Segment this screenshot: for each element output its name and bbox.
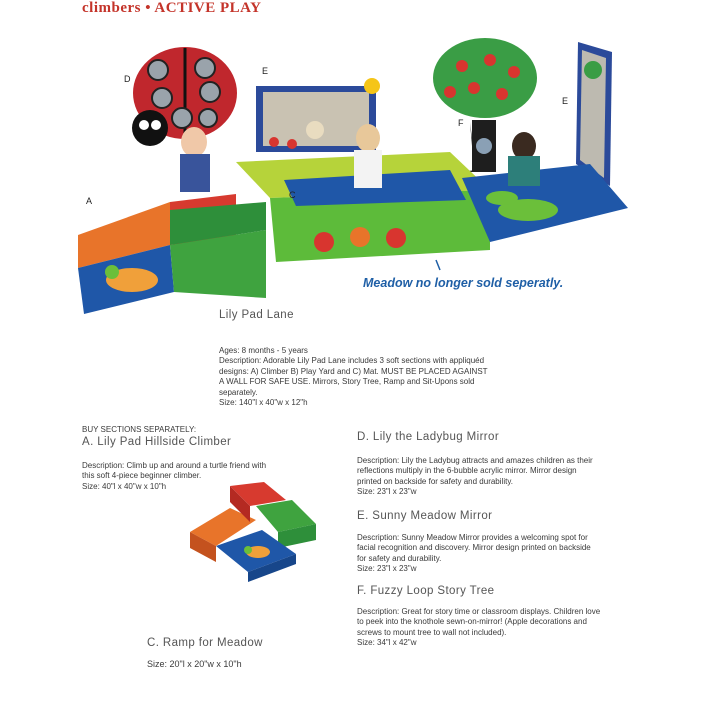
hillside-climber-illustration (186, 478, 322, 584)
catalog-header: climbers • ACTIVE PLAY (82, 0, 262, 16)
label-c: C (289, 190, 296, 200)
section-f-title: F. Fuzzy Loop Story Tree (357, 585, 495, 597)
ladybug-mirror-icon (132, 47, 237, 146)
green-steps-icon (170, 202, 266, 298)
section-d-desc-line: printed on backside for safety and durability. (357, 476, 513, 486)
section-c-size: Size: 20"l x 20"w x 10"h (147, 659, 242, 669)
section-a-desc-line: this soft 4-piece beginner climber. (82, 471, 202, 481)
section-d-title: D. Lily the Ladybug Mirror (357, 431, 500, 443)
section-f-desc-line: screws to mount tree to wall not included). (357, 627, 507, 637)
section-a-size: Size: 40"l x 40"w x 10"h (82, 481, 167, 491)
product-details (219, 346, 549, 408)
product-desc-line: designs: A) Climber B) Play Yard and C) Mat. MUST BE PLACED AGAINST (219, 366, 488, 376)
label-f: F (458, 118, 464, 128)
label-a: A (86, 196, 93, 206)
section-f-size: Size: 34"l x 42"w (357, 638, 417, 648)
section-d-details (357, 456, 647, 498)
product-title: Lily Pad Lane (219, 309, 294, 321)
section-e-title: E. Sunny Meadow Mirror (357, 510, 493, 522)
section-f-desc-line: Description: Great for story time or classroom displays. Children love (357, 607, 601, 616)
product-desc-line: separately. (219, 387, 258, 397)
tall-mirror-icon (576, 42, 612, 186)
buy-separately-heading: BUY SECTIONS SEPARATELY: (82, 425, 197, 434)
meadow-note: Meadow no longer sold seperatly. (363, 276, 564, 290)
product-desc-line: Description: Adorable Lily Pad Lane includes 3 soft sections with appliquéd (219, 356, 485, 366)
product-desc-line: A WALL FOR SAFE USE. Mirrors, Story Tree, Ramp and Sit-Upons sold (219, 377, 475, 387)
label-e-right: E (562, 96, 569, 106)
section-c-title: C. Ramp for Meadow (147, 637, 263, 649)
section-d-size: Size: 23"l x 23"w (357, 487, 417, 497)
section-a-desc-line: Description: Climb up and around a turtle friend with (82, 461, 267, 470)
section-a-title: A. Lily Pad Hillside Climber (82, 436, 232, 448)
section-f-details (357, 607, 657, 649)
section-e-desc-line: facial recognition and discovery. Mirror design printed on backside (357, 543, 591, 553)
section-e-desc-line: Description: Sunny Meadow Mirror provides a welcoming spot for (357, 533, 588, 542)
section-d-desc-line: reflections multiply in the 6-bubble acrylic mirror. Mirror design (357, 466, 577, 476)
section-e-size: Size: 23"l x 23"w (357, 564, 417, 574)
product-size: Size: 140"l x 40"w x 12"h (219, 398, 308, 408)
product-ages: Ages: 8 months - 5 years (219, 346, 308, 355)
section-e-details (357, 533, 657, 575)
label-e-left: E (262, 66, 269, 76)
section-d-desc-line: Description: Lily the Ladybug attracts and amazes children as their (357, 456, 593, 465)
section-f-desc-line: to peek into the knothole sewn-on-mirror! (Apple decorations and (357, 617, 587, 627)
section-e-desc-line: for safety and durability. (357, 553, 442, 563)
label-d: D (124, 74, 131, 84)
